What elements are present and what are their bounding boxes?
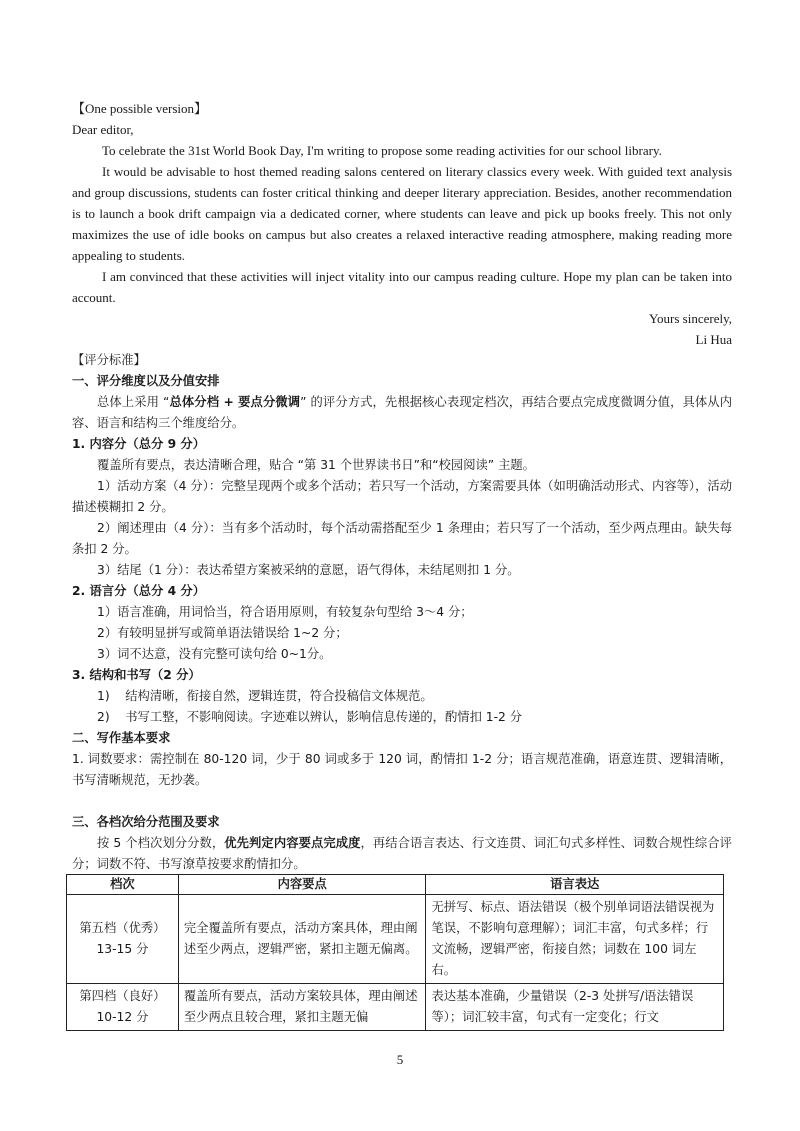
essay-paragraph-1: To celebrate the 31st World Book Day, I'm writing to propose some reading activities for our school library. <box>102 143 662 158</box>
section1-title: 一、评分维度以及分值安排 <box>72 374 220 388</box>
language-item-3: 3）词不达意，没有完整可读句给 0~1分。 <box>97 647 332 661</box>
section1-intro: 总体上采用 “总体分档 + 要点分微调” 的评分方式，先根据核心表现定档次，再结合要点完成度微调分值，具体从内容、语言和结构三个维度给分。 <box>72 395 733 430</box>
table-row <box>67 984 724 1031</box>
table-row <box>67 895 724 984</box>
essay-closing: Yours sincerely, <box>648 311 732 326</box>
header-content: 内容要点 <box>178 875 426 895</box>
structure-score-title: 3. 结构和书写（2 分） <box>72 668 201 682</box>
section3-title: 三、各档次给分范围及要求 <box>72 815 220 829</box>
section2-text: 1. 词数要求：需控制在 80-120 词，少于 80 词或多于 120 词，酌情扣 1-2 分；语言规范准确，语意连贯、逻辑清晰，书写清晰规范，无抄袭。 <box>72 752 732 787</box>
language-score-title: 2. 语言分（总分 4 分） <box>72 584 206 598</box>
grade-table <box>66 874 724 1031</box>
level-range: 13-15 分 <box>96 942 149 956</box>
content-cell: 完全覆盖所有要点，活动方案具体，理由阐述至少两点，逻辑严密，紧扣主题无偏离。 <box>178 895 426 984</box>
essay-paragraph-2: It would be advisable to host themed reading salons centered on literary classics every week. With guided text analysis and group discussions, students can foster critical thinking and deeper literary appreciation. Besides, another recommendation is to launch a book drift campaign via a dedicated corner, where students can leave and pick up books freely. This not only maximizes the use of idle books on campus but also creates a relaxed interactive reading atmosphere, making reading more appealing to students. <box>72 164 732 263</box>
content-item-1: 1）活动方案（4 分）：完整呈现两个或多个活动；若只写一个活动，方案需要具体（如明确活动形式、内容等），活动描述模糊扣 2 分。 <box>72 479 732 514</box>
level-range: 10-12 分 <box>96 1010 149 1024</box>
level-name: 第五档（优秀） <box>79 921 166 935</box>
section3-intro: 按 5 个档次划分分数，优先判定内容要点完成度，再结合语言表达、行文连贯、词汇句式多样性、词数合规性综合评分；词数不符、书写潦草按要求酌情扣分。 <box>72 836 732 871</box>
essay-salutation: Dear editor, <box>72 122 134 137</box>
language-item-2: 2）有较明显拼写或简单语法错误给 1~2 分； <box>97 626 348 640</box>
content-item-2: 2）阐述理由（4 分）：当有多个活动时，每个活动需搭配至少 1 条理由；若只写了一个活动，至少两点理由。缺失每条扣 2 分。 <box>72 521 732 556</box>
rubric <box>72 350 732 791</box>
language-cell: 无拼写、标点、语法错误（极个别单词语法错误视为笔误，不影响句意理解）；词汇丰富，句式多样；行文流畅，逻辑严密，衔接自然；词数在 100 词左右。 <box>426 895 724 984</box>
content-score-summary: 覆盖所有要点，表达清晰合理，贴合 “第 31 个世界读书日”和“校园阅读” 主题。 <box>97 458 535 472</box>
section2-title: 二、写作基本要求 <box>72 731 171 745</box>
level-cell <box>67 895 179 984</box>
content-cell: 覆盖所有要点，活动方案较具体，理由阐述至少两点且较合理，紧扣主题无偏 <box>178 984 426 1031</box>
model-essay <box>72 98 732 350</box>
page-number: 5 <box>396 1052 404 1067</box>
language-item-1: 1）语言准确，用词恰当，符合语用原则，有较复杂句型给 3～4 分； <box>97 605 473 619</box>
content-item-3: 3）结尾（1 分）：表达希望方案被采纳的意愿，语气得体，未结尾则扣 1 分。 <box>97 563 520 577</box>
content-score-title: 1. 内容分（总分 9 分） <box>72 437 206 451</box>
level-name: 第四档（良好） <box>79 989 166 1003</box>
header-level: 档次 <box>67 875 179 895</box>
essay-signature: Li Hua <box>695 332 732 347</box>
essay-paragraph-3: I am convinced that these activities will inject vitality into our campus reading culture. Hope my plan can be taken into account. <box>72 269 732 305</box>
table-header-row <box>67 875 724 895</box>
section3 <box>72 812 732 875</box>
rubric-heading: 【评分标准】 <box>72 353 146 367</box>
language-cell: 表达基本准确，少量错误（2-3 处拼写/语法错误等）；词汇较丰富，句式有一定变化；行文 <box>426 984 724 1031</box>
structure-item-2: 2) 书写工整，不影响阅读。字迹难以辨认，影响信息传递的，酌情扣 1-2 分 <box>97 710 523 724</box>
essay-heading: 【One possible version】 <box>72 101 208 116</box>
header-language: 语言表达 <box>426 875 724 895</box>
level-cell <box>67 984 179 1031</box>
structure-item-1: 1) 结构清晰，衔接自然，逻辑连贯，符合投稿信文体规范。 <box>97 689 433 703</box>
